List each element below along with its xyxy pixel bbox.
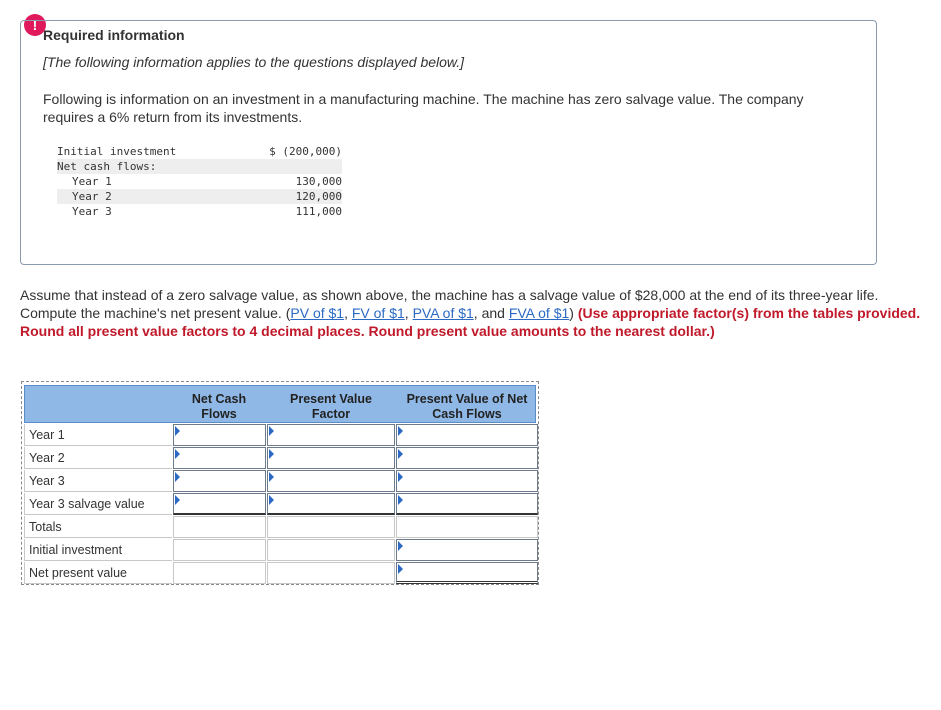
investment-row xyxy=(57,144,342,159)
header-net-cash-flows: Net Cash Flows xyxy=(191,392,247,421)
salvage-pv-input[interactable] xyxy=(396,493,538,515)
row-label-year-2: Year 2 xyxy=(24,447,172,469)
totals-net-cash-flow-cell xyxy=(173,516,266,538)
initial-investment-factor-cell xyxy=(267,539,395,561)
year-1-pv-input[interactable] xyxy=(396,424,538,446)
instructions: (Use appropriate factor(s) from the tables provided. Round all present value factors to 4 decimal places. Round present value amounts to the nearest dollar.) xyxy=(20,305,921,339)
separator: , xyxy=(404,305,413,321)
net-present-value-input[interactable] xyxy=(396,562,538,584)
year-3-pv-input[interactable] xyxy=(396,470,538,492)
required-info-title: Required information xyxy=(43,27,185,43)
investment-row xyxy=(57,159,342,174)
salvage-net-cash-flow-input[interactable] xyxy=(173,493,266,515)
row-label-initial-investment: Initial investment xyxy=(24,539,172,561)
year-1-pv-factor-input[interactable] xyxy=(267,424,395,446)
salvage-pv-factor-input[interactable] xyxy=(267,493,395,515)
question-text xyxy=(20,286,925,340)
row-label-net-present-value: Net present value xyxy=(24,562,172,584)
question-body: Assume that instead of a zero salvage value, as shown above, the machine has a salvage value of $28,000 at the end of its three-year life. Compute the machine's net present value. ( xyxy=(20,287,879,321)
year-2-pv-factor-input[interactable] xyxy=(267,447,395,469)
row-value: $ (200,000) xyxy=(269,145,342,158)
year-2-net-cash-flow-input[interactable] xyxy=(173,447,266,469)
npv-answer-table xyxy=(21,381,539,585)
investment-row xyxy=(57,204,342,219)
fv-of-1-link[interactable]: FV of $1 xyxy=(351,305,405,321)
required-info-note: [The following information applies to the questions displayed below.] xyxy=(43,54,465,70)
initial-investment-pv-input[interactable] xyxy=(396,539,538,561)
row-value: 120,000 xyxy=(295,190,342,203)
year-2-pv-input[interactable] xyxy=(396,447,538,469)
separator: , xyxy=(344,305,352,321)
investment-data-table xyxy=(57,144,342,219)
initial-investment-cell xyxy=(173,539,266,561)
row-label-year-1: Year 1 xyxy=(24,424,172,446)
totals-pv-cell xyxy=(396,516,538,538)
header-pv-factor: Present Value Factor xyxy=(290,392,372,421)
fva-of-1-link[interactable]: FVA of $1 xyxy=(508,305,570,321)
row-value: 111,000 xyxy=(295,205,342,218)
alert-icon: ! xyxy=(24,14,46,36)
year-3-pv-factor-input[interactable] xyxy=(267,470,395,492)
year-3-net-cash-flow-input[interactable] xyxy=(173,470,266,492)
investment-row xyxy=(57,189,342,204)
table-header xyxy=(24,385,536,423)
required-info-paragraph: Following is information on an investment in a manufacturing machine. The machine has zero salvage value. The company requires a 6% return from its investments. xyxy=(43,91,804,125)
pv-of-1-link[interactable]: PV of $1 xyxy=(290,305,345,321)
pva-of-1-link[interactable]: PVA of $1 xyxy=(412,305,474,321)
npv-cash-flow-cell xyxy=(173,562,266,584)
investment-row xyxy=(57,174,342,189)
row-label: Year 2 xyxy=(72,190,112,203)
header-pv-net-cash-flows: Present Value of Net Cash Flows xyxy=(406,392,528,421)
npv-factor-cell xyxy=(267,562,395,584)
row-label: Net cash flows: xyxy=(57,160,157,173)
separator: ) xyxy=(569,305,578,321)
year-1-net-cash-flow-input[interactable] xyxy=(173,424,266,446)
row-label: Year 3 xyxy=(72,205,112,218)
row-label: Initial investment xyxy=(57,145,177,158)
row-label: Year 1 xyxy=(72,175,112,188)
row-label-totals: Totals xyxy=(24,516,172,538)
separator: , and xyxy=(473,305,509,321)
totals-pv-factor-cell xyxy=(267,516,395,538)
row-value: 130,000 xyxy=(295,175,342,188)
row-label-year-3-salvage: Year 3 salvage value xyxy=(24,493,172,515)
row-label-year-3: Year 3 xyxy=(24,470,172,492)
